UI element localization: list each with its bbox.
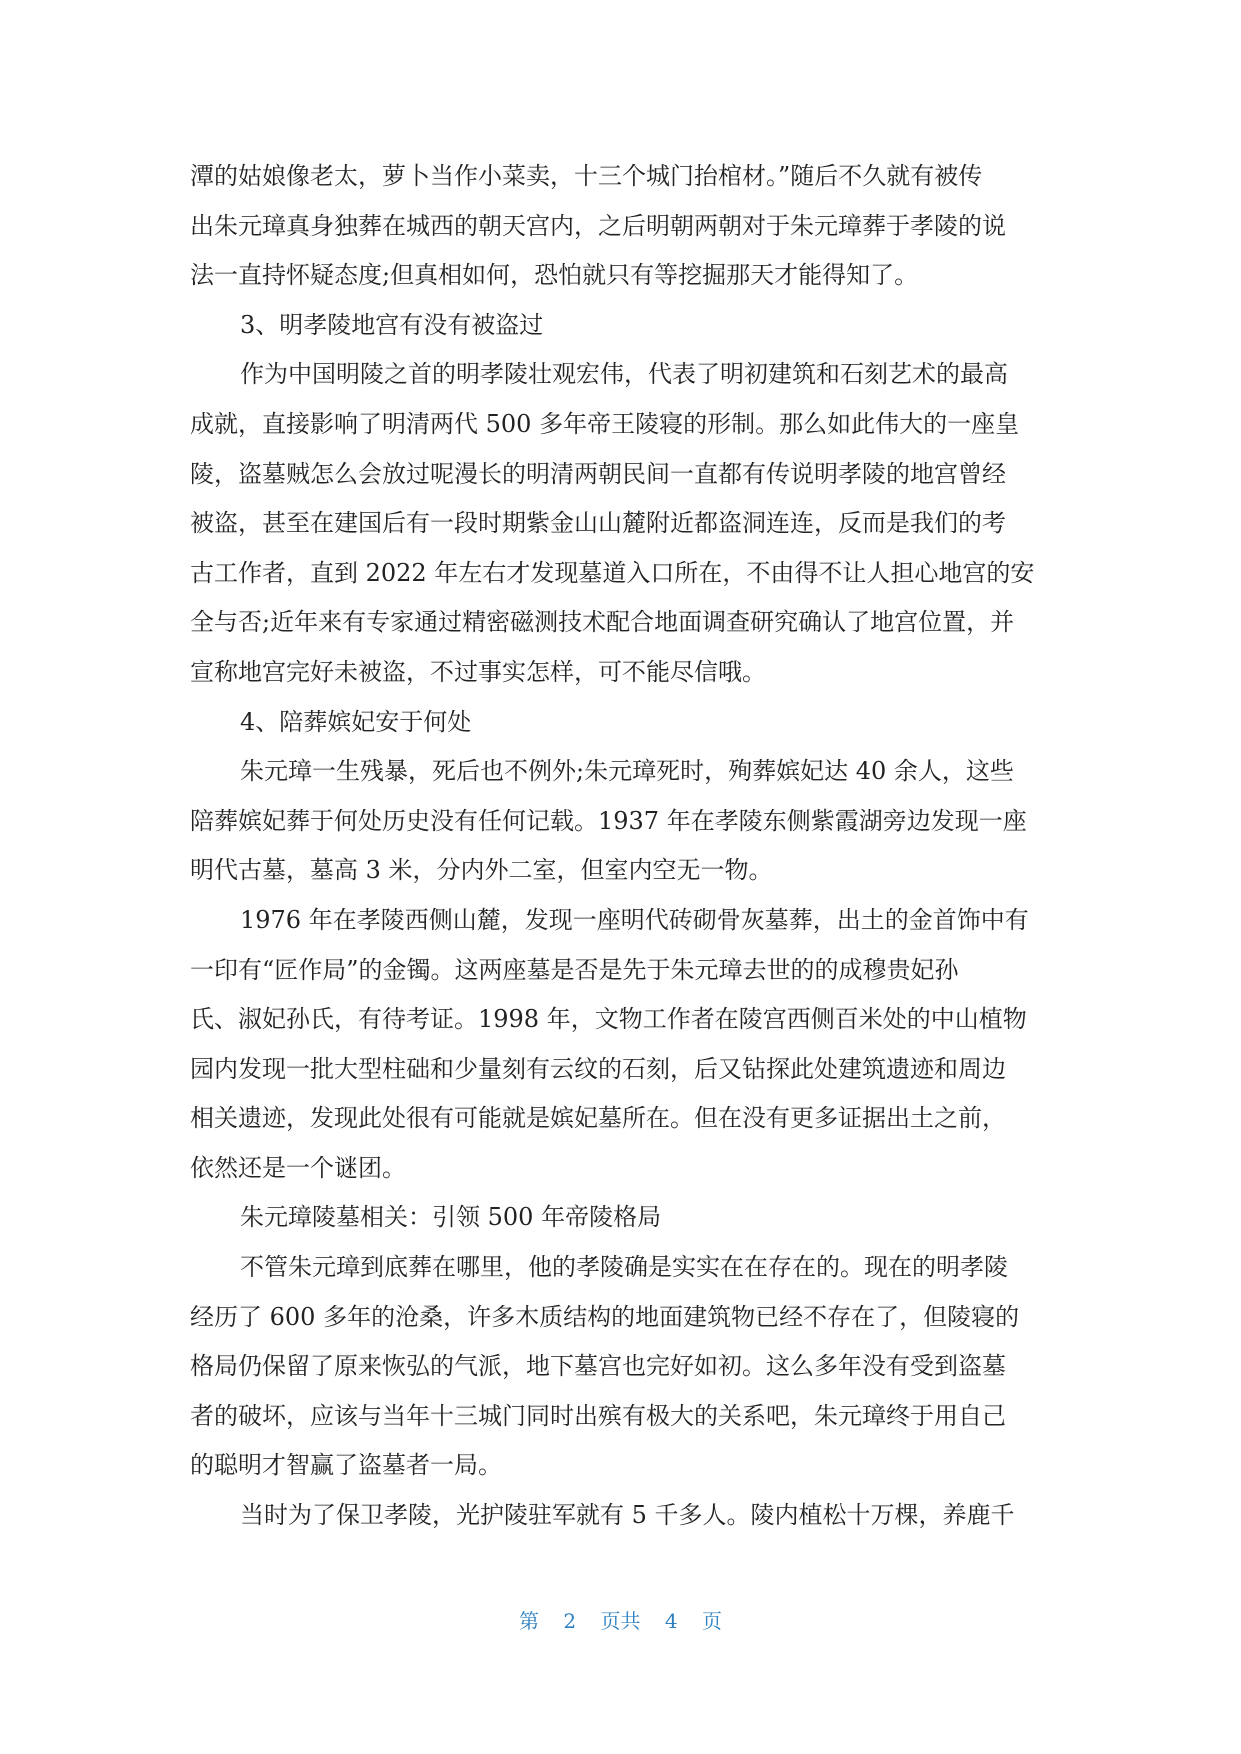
text-line: 出朱元璋真身独葬在城西的朝天宫内，之后明朝两朝对于朱元璋葬于孝陵的说 <box>190 211 1006 240</box>
footer-middle: 页共 <box>600 1609 641 1633</box>
text-line: 朱元璋一生残暴，死后也不例外;朱元璋死时，殉葬嫔妃达 40 余人，这些 <box>240 757 1014 786</box>
text-line: 陵，盗墓贼怎么会放过呢漫长的明清两朝民间一直都有传说明孝陵的地宫曾经 <box>190 459 1006 488</box>
section-heading: 3、明孝陵地宫有没有被盗过 <box>240 310 544 339</box>
section-heading: 朱元璋陵墓相关：引领 500 年帝陵格局 <box>240 1203 662 1232</box>
text-line: 氏、淑妃孙氏，有待考证。1998 年，文物工作者在陵宫西侧百米处的中山植物 <box>190 1005 1027 1034</box>
text-line: 者的破坏，应该与当年十三城门同时出殡有极大的关系吧，朱元璋终于用自己 <box>190 1401 1006 1430</box>
text-line: 潭的姑娘像老太，萝卜当作小菜卖，十三个城门抬棺材。”随后不久就有被传 <box>190 162 983 190</box>
text-line: 法一直持怀疑态度;但真相如何，恐怕就只有等挖掘那天才能得知了。 <box>190 261 919 290</box>
text-line: 经历了 600 多年的沧桑，许多木质结构的地面建筑物已经不存在了，但陵寝的 <box>190 1302 1020 1331</box>
text-line: 作为中国明陵之首的明孝陵壮观宏伟，代表了明初建筑和石刻艺术的最高 <box>240 360 1008 389</box>
page-footer <box>0 1605 1241 1634</box>
text-line: 成就，直接影响了明清两代 500 多年帝王陵寝的形制。那么如此伟大的一座皇 <box>190 409 1020 438</box>
text-line: 一印有“匠作局”的金镯。这两座墓是否是先于朱元璋去世的的成穆贵妃孙 <box>190 955 959 984</box>
text-line: 宣称地宫完好未被盗，不过事实怎样，可不能尽信哦。 <box>190 657 766 686</box>
text-line: 格局仍保留了原来恢弘的气派，地下墓宫也完好如初。这么多年没有受到盗墓 <box>190 1352 1006 1381</box>
text-line: 明代古墓，墓高 3 米，分内外二室，但室内空无一物。 <box>190 856 773 885</box>
text-line: 被盗，甚至在建国后有一段时期紫金山山麓附近都盗洞连连，反而是我们的考 <box>190 509 1006 538</box>
text-line: 园内发现一批大型柱础和少量刻有云纹的石刻，后又钻探此处建筑遗迹和周边 <box>190 1054 1006 1083</box>
text-line: 古工作者，直到 2022 年左右才发现墓道入口所在，不由得不让人担心地宫的安 <box>190 558 1035 587</box>
text-line: 相关遗迹，发现此处很有可能就是嫔妃墓所在。但在没有更多证据出土之前， <box>190 1104 1006 1133</box>
text-line: 的聪明才智赢了盗墓者一局。 <box>190 1451 502 1480</box>
current-page-number: 2 <box>563 1609 577 1633</box>
footer-suffix: 页 <box>701 1609 722 1633</box>
text-line: 全与否;近年来有专家通过精密磁测技术配合地面调查研究确认了地宫位置，并 <box>190 608 1015 637</box>
text-line: 陪葬嫔妃葬于何处历史没有任何记载。1937 年在孝陵东侧紫霞湖旁边发现一座 <box>190 806 1027 835</box>
text-line: 依然还是一个谜团。 <box>190 1153 406 1182</box>
section-heading: 4、陪葬嫔妃安于何处 <box>240 707 472 736</box>
text-line: 不管朱元璋到底葬在哪里，他的孝陵确是实实在在存在的。现在的明孝陵 <box>240 1253 1008 1282</box>
total-pages-number: 4 <box>664 1609 678 1633</box>
text-line: 当时为了保卫孝陵，光护陵驻军就有 5 千多人。陵内植松十万棵，养鹿千 <box>240 1501 1015 1530</box>
footer-prefix: 第 <box>519 1609 540 1633</box>
text-line: 1976 年在孝陵西侧山麓，发现一座明代砖砌骨灰墓葬，出土的金首饰中有 <box>240 905 1029 934</box>
document-body <box>190 152 1058 1541</box>
